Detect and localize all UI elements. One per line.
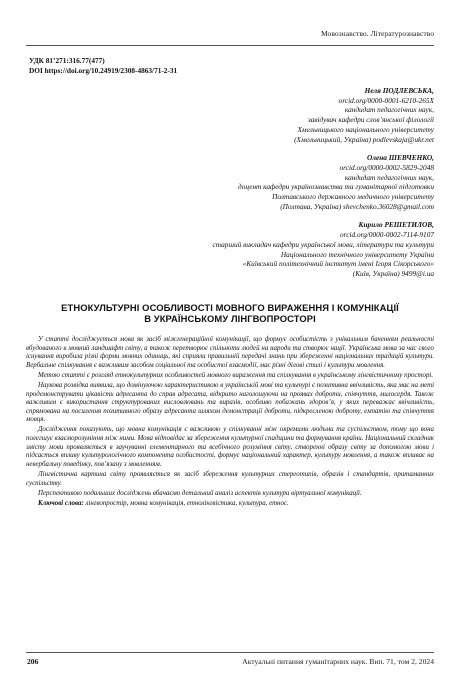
author-orcid[interactable]: orcid.org/0000-0002-7114-9107 (340, 230, 434, 240)
abstract (26, 336, 434, 508)
abstract-paragraph: Перспективою подальших досліджень вбачаємо детальний аналіз аспектів культури віртуальної комунікації. (38, 489, 362, 497)
abstract-paragraph: Метою статті є розгляд етнокультурних особливостей мовного вираження та спілкування в українському лінгвістичному просторі. (38, 371, 434, 379)
author-affiliation: Хмельницького національного університету (297, 124, 434, 134)
author-orcid[interactable]: orcid.org/0000-0002-5829-2048 (339, 162, 434, 172)
running-title: Мовознавство. Літературознавство (320, 29, 434, 38)
article-title-line: В УКРАЇНСЬКОМУ ЛІНГВОПРОСТОРІ (144, 313, 316, 324)
abstract-paragraph: Дослідження показують, що мовна комунікація є важливою у спілкуванні між окремими людьми та суспільством, тому що вона полегшує взаєморозуміння між ними. Мова відповідає за збереження культурної спадщини та формування країни. Національний складник змісту мови проявляється в заучуванні елементарного та всебічного розуміння світу, створенні образу світу за допомогою мови і підсасться впливу культурологічного компонента особистості, формує національний характер, культуру мовлення, а також впливає на невербальну поведінку, пов’язану з мовленням. (26, 426, 434, 468)
author-name: Неля ПОДЛЕВСЬКА, (364, 86, 434, 95)
author-location-email: (Київ, Україна) 9499@i.ua (352, 268, 434, 278)
author-position: доцент кафедри українознавства та гуманітарної підготовки (238, 182, 434, 192)
abstract-paragraph: Лінгвістична картина світу проявляється як засіб збереження культурних стереотипів, образів і стандартів, притаманних суспільству. (26, 470, 434, 487)
author-position: завідувач кафедри слов’янської філології (307, 115, 434, 125)
abstract-paragraph: У статті досліджується мова як засіб міжгенераційної комунікації, що формує особистість з унікальним баченням реальності вбудованого в мовний ландшафт світу, а також перетворює спільноти людей на народи та створює нації. Українська мова за час свого існування виробила різні форми мовних одиниць, які сприяли правильній передачі знань при збереженні національних традицій культури. Вербальне спілкування є важливим засобом соціальної та особистої взаємодії, має різні ділові стилі і культури мовлення. (26, 336, 434, 369)
keywords (26, 500, 434, 509)
author-2 (54, 153, 434, 211)
author-name: Кирило РЕШЕТИЛОВ, (358, 220, 434, 230)
author-affiliation-name: «Київський політехнічний інститут імені Ігоря Сікорського» (242, 259, 434, 269)
footer-rule (26, 652, 434, 653)
article-title (26, 302, 434, 324)
author-position: старший викладач кафедри української мови, літератури та культури (212, 239, 434, 249)
page-number: 206 (27, 657, 39, 666)
doi-link[interactable]: DOI https://doi.org/10.24919/2308-4863/71-2-31 (29, 66, 178, 75)
author-degree: кандидат педагогічних наук, (344, 172, 434, 182)
header-rule (26, 45, 434, 46)
author-block (54, 86, 434, 288)
author-location-email: (Хмельницький, Україна) podlevskaja@ukr.net (294, 134, 434, 144)
keywords-label: Ключові слова: (38, 499, 84, 507)
author-3 (54, 220, 434, 278)
keywords-list: лінгвопростір, мовна комунікація, етнолінгвістика, культура, етнос. (83, 499, 289, 507)
article-title-line: ЕТНОКУЛЬТУРНІ ОСОБЛИВОСТІ МОВНОГО ВИРАЖЕННЯ І КОМУНІКАЦІЇ (61, 302, 399, 313)
udk-code: УДК 81’271:316.77(477) (29, 56, 105, 65)
journal-citation: Актуальні питання гуманітарних наук. Вип. 71, том 2, 2024 (242, 657, 434, 666)
author-affiliation: Полтавського державного медичного університету (272, 192, 434, 202)
article-identifiers (29, 56, 177, 76)
author-affiliation: Національного технічного університету України (280, 249, 434, 259)
abstract-paragraph: Наукова розвідка виявила, що домінуючою характеристикою в українській мові та культурі є позитивна ввічливість, яка має на меті продемонструвати цікавість адресанта до справ адресата, відкрито наголошуючи на проявах доброти, співчуття, милосердя. Також важливим є використання структурованих висловлювань та виразів, особливо побажань здоров’я, у яких переважає ввічливість, спрямована на посилення позитивного образу адресанта шляхом демонстрації доброти, підкресленою доброту, емпатію та співчуття мовця. (26, 381, 434, 424)
author-degree: кандидат педагогічних наук, (344, 105, 434, 115)
author-name: Олена ШЕВЧЕНКО, (367, 153, 434, 163)
author-orcid[interactable]: orcid.org/0000-0001-6210-265X (338, 95, 434, 105)
author-location-email: (Полтава, Україна) shevchenko.36028@gmail.com (280, 201, 434, 211)
author-1 (54, 86, 434, 144)
